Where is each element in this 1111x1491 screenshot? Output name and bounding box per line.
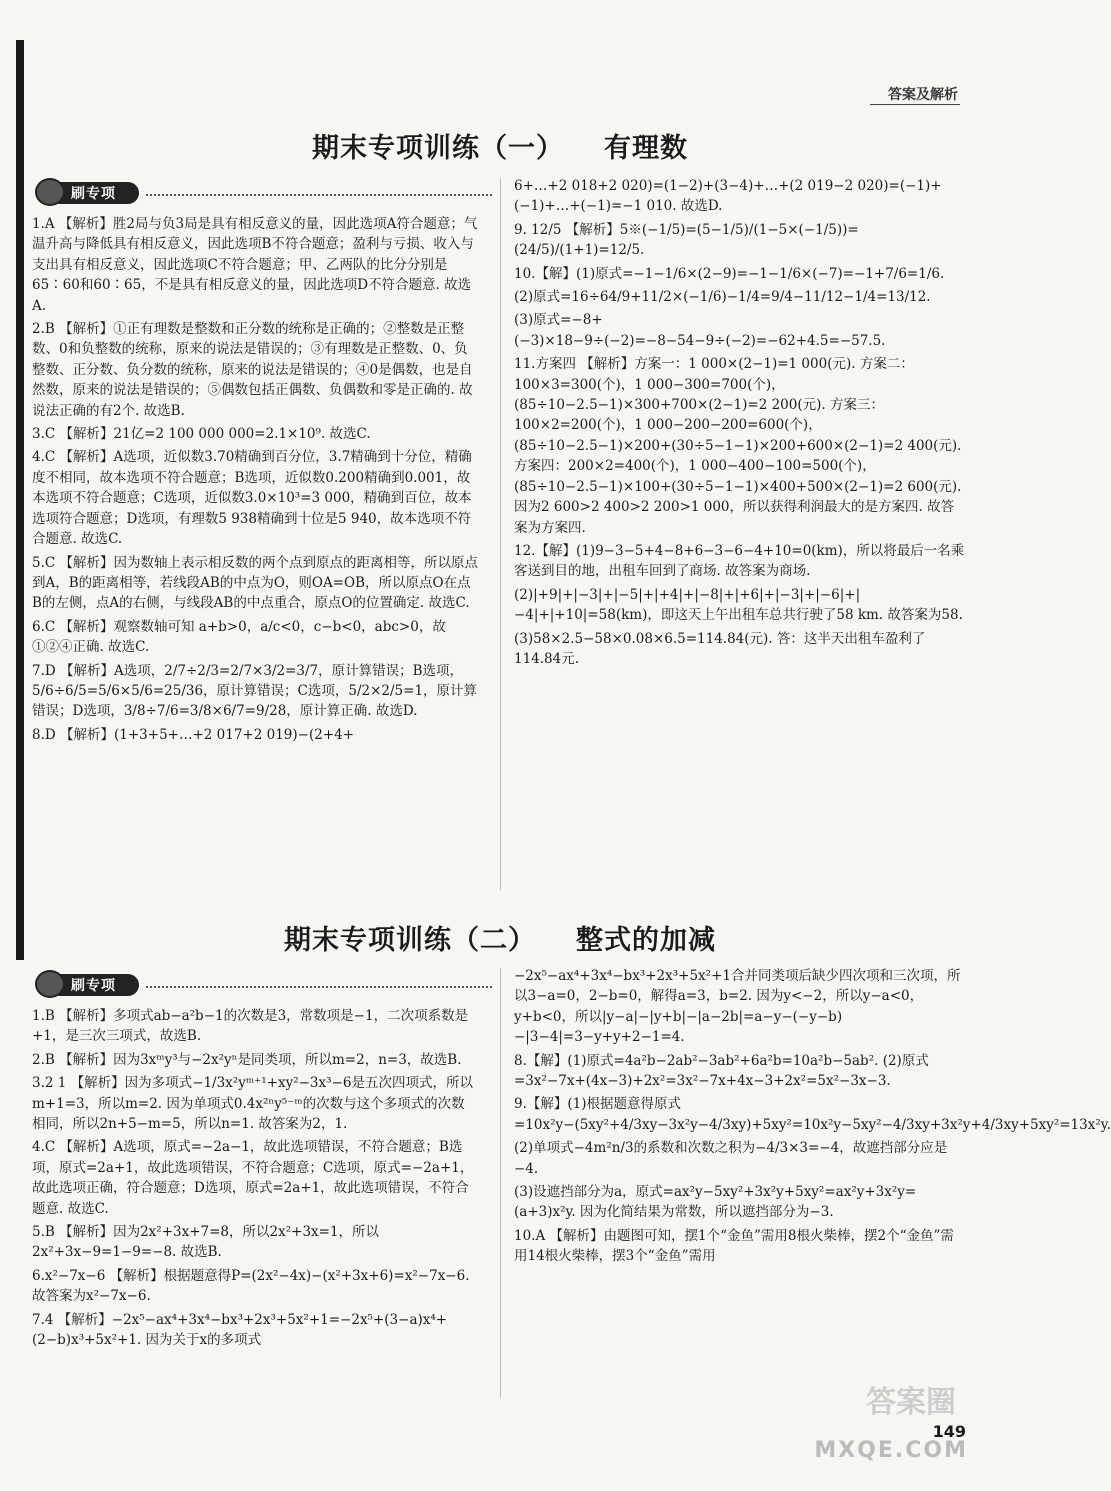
section2-title — [0, 918, 1000, 957]
header-rule — [870, 104, 960, 105]
pencil-icon — [35, 970, 65, 998]
answer-item: 1.B 【解析】多项式ab−a²b−1的次数是3，常数项是−1，二次项系数是+1，是三次三项式，故选B. — [32, 1008, 469, 1045]
answer-item: (3)原式=−8+(−3)×18−9÷(−2)=−8−54−9÷(−2)=−62+4.5=−57.5. — [514, 312, 886, 349]
page-number: 149 — [932, 1422, 966, 1441]
section2-badge-rule — [146, 986, 492, 988]
section1-badge-rule — [146, 194, 492, 196]
pencil-icon — [35, 178, 65, 206]
section1-title-b: 有理数 — [604, 133, 688, 164]
answer-item: 5.C 【解析】因为数轴上表示相反数的两个点到原点的距离相等，所以原点到A，B的距离相等，若线段AB的中点为O，则OA=OB，所以原点O在点B的左侧，点A的右侧，与线段AB的中点重合，原点O的位置确定. 故选C. — [32, 554, 479, 612]
answer-item: 1.A 【解析】胜2局与负3局是具有相反意义的量，因此选项A符合题意；气温升高与降低具有相反意义，因此选项B不符合题意；盈利与亏损、收入与支出具有相反意义，因此选项C不符合题意；甲、乙两队的比分分别是65∶60和60∶65，不是具有相反意义的量，因此选项D不符合题意. 故选A. — [32, 216, 478, 314]
answer-item: 5.B 【解析】因为2x²+3x+7=8，所以2x²+3x=1，所以2x²+3x−9=1−9=−8. 故选B. — [32, 1224, 380, 1261]
answer-item: −2x⁵−ax⁴+3x⁴−bx³+2x³+5x²+1合并同类项后缺少四次项和三次项，所以3−a=0，2−b=0，解得a=3，b=2. 因为y<−2，所以y−a<0，y+b<0，所以|y−a|−|y+b|−|a−2b|=a−y−(−y−b)−|3−4|=3−y+y+2−1=4. — [514, 968, 961, 1046]
answer-item: 10.【解】(1)原式=−1−1/6×(2−9)=−1−1/6×(−7)=−1+7/6=1/6. — [514, 265, 945, 282]
answer-item: 9.【解】(1)根据题意得原式=10x²y−(5xy²+4/3xy−3x²y−4/3xy)+5xy²=10x²y−5xy²−4/3xy+3x²y+4/3xy+5xy²=13x²y. — [514, 1096, 1111, 1133]
section2-right-column — [514, 966, 1111, 1270]
answer-item: (2)单项式−4m²n/3的系数和次数之积为−4/3×3=−4，故遮挡部分应是−4. — [514, 1140, 948, 1177]
answer-item: 11.方案四 【解析】方案一：1 000×(2−1)=1 000(元). 方案二：100×3=300(个)，1 000−300=700(个)，(85÷10−2.5−1)×300+700×(2−1)=2 200(元). 方案三：100×2=200(个)，1 000−200−200=600(个)，(85÷10−2.5−1)×200+(30÷5−1−1)×200+600×(2−1)=2 400(元). 方案四：200×2=400(个)，1 000−400−100=500(个)，(85÷10−2.5−1)×100+(30÷5−1−1)×400+500×(2−1)=2 600(元). 因为2 600>2 400>2 200>1 000，所以获得利润最大的是方案四. 故答案为方案四. — [514, 356, 962, 536]
header-label: 答案及解析 — [888, 87, 958, 103]
section1-badge-label: 刷专项 — [71, 186, 116, 202]
answer-item: 6.C 【解析】观察数轴可知 a+b>0，a/c<0，c−b<0，abc>0，故①②④正确. 故选C. — [32, 618, 446, 656]
section2-divider — [500, 968, 501, 1398]
answer-item: 7.D 【解析】A选项，2/7÷2/3=2/7×3/2=3/7，原计算错误；B选项，5/6÷6/5=5/6×5/6=25/36，原计算错误；C选项，5/2×2/5=1，原计算错误；D选项，3/8÷7/6=3/8×6/7=9/28，原计算正确. 故选D. — [32, 662, 478, 720]
answer-item: 6.x²−7x−6 【解析】根据题意得P=(2x²−4x)−(x²+3x+6)=x²−7x−6. 故答案为x²−7x−6. — [32, 1267, 470, 1305]
section2-title-b: 整式的加减 — [576, 925, 716, 956]
section1-divider — [500, 178, 501, 890]
section1-title — [0, 126, 1000, 165]
answer-item: (3)设遮挡部分为a，原式=ax²y−5xy²+3x²y+5xy²=ax²y+3x²y=(a+3)x²y. 因为化简结果为常数，所以遮挡部分为−3. — [514, 1184, 917, 1221]
answer-item: 6+…+2 018+2 020)=(1−2)+(3−4)+…+(2 019−2 020)=(−1)+(−1)+…+(−1)=−1 010. 故选D. — [514, 178, 942, 215]
page-spine-bar — [16, 40, 24, 960]
section2-badge-label: 刷专项 — [71, 978, 116, 994]
section1-title-a: 期末专项训练（一） — [312, 133, 564, 164]
section2-title-a: 期末专项训练（二） — [284, 925, 536, 956]
answer-item: 3.2 1 【解析】因为多项式−1/3x²yᵐ⁺¹+xy²−3x³−6是五次四项式，所以m+1=3，所以m=2. 因为单项式0.4x²ⁿy⁵⁻ᵐ的次数与这个多项式的次数相同，所以2n+5−m=5，所以n=1. 故答案为2，1. — [32, 1075, 473, 1133]
answer-item: 7.4 【解析】−2x⁵−ax⁴+3x⁴−bx³+2x³+5x²+1=−2x⁵+(3−a)x⁴+(2−b)x³+5x²+1. 因为关于x的多项式 — [32, 1311, 448, 1349]
section2-left-column — [32, 1006, 478, 1354]
answer-item: 10.A 【解析】由题图可知，摆1个“金鱼”需用8根火柴棒，摆2个“金鱼”需用14根火柴棒，摆3个“金鱼”需用 — [514, 1227, 954, 1265]
answer-item: 3.C 【解析】21亿=2 100 000 000=2.1×10⁹. 故选C. — [32, 426, 371, 443]
answer-item: 4.C 【解析】A选项，近似数3.70精确到百分位，3.7精确到十分位，精确度不相同，故本选项不符合题意；B选项，近似数0.200精确到0.001，故本选项不符合题意；C选项，近似数3.0×10³=3 000，精确到百位，故本选项符合题意；D选项，有理数5 938精确到十位是5 940，故本选项不符合题意. 故选C. — [32, 449, 472, 548]
watermark-bottom: MXQE.COM — [814, 1438, 968, 1463]
answer-item: 8.【解】(1)原式=4a²b−2ab²−3ab²+6a²b=10a²b−5ab². (2)原式=3x²−7x+(4x−3)+2x²=3x²−7x+4x−3+2x²=5x²−3x−3. — [514, 1052, 929, 1090]
answer-item: 8.D 【解析】(1+3+5+…+2 017+2 019)−(2+4+ — [32, 726, 355, 743]
section2-badge — [35, 970, 143, 998]
section1-left-column — [32, 214, 478, 748]
answer-item: (3)58×2.5−58×0.08×6.5=114.84(元). 答：这半天出租车盈利了114.84元. — [514, 630, 926, 667]
answer-item: 2.B 【解析】①正有理数是整数和正分数的统称是正确的；②整数是正整数、0和负整数的统称，原来的说法是错误的；③有理数是正整数、0、负整数、正分数、负分数的统称，原来的说法是错误的；④0是偶数，也是自然数，原来的说法是错误的；⑤偶数包括正偶数、负偶数和零是正确的. 故说法正确的有2个. 故选B. — [32, 321, 473, 419]
watermark-top: 答案圈 — [866, 1385, 956, 1420]
section1-right-column — [514, 176, 966, 672]
answer-item: 4.C 【解析】A选项，原式=−2a−1，故此选项错误，不符合题意；B选项，原式=2a+1，故此选项错误，不符合题意；C选项，原式=−2a+1，故此选项正确，符合题意；D选项，原式=2a+1，故此选项错误，不符合题意. 故选C. — [32, 1139, 474, 1217]
answer-item: 9. 12/5 【解析】5※(−1/5)=(5−1/5)/(1−5×(−1/5))=(24/5)/(1+1)=12/5. — [514, 221, 859, 259]
answer-item: (2)原式=16÷64/9+11/2×(−1/6)−1/4=9/4−11/12−1/4=13/12. — [514, 289, 931, 306]
answer-item: 2.B 【解析】因为3xᵐy³与−2x²yⁿ是同类项，所以m=2，n=3，故选B. — [32, 1051, 462, 1068]
section1-badge — [35, 178, 143, 206]
answer-item: (2)|+9|+|−3|+|−5|+|+4|+|−8|+|+6|+|−3|+|−6|+|−4|+|+10|=58(km)，即这天上午出租车总共行驶了58 km. 故答案为58. — [514, 586, 963, 624]
answer-item: 12.【解】(1)9−3−5+4−8+6−3−6−4+10=0(km)，所以将最后一名乘客送到目的地，出租车回到了商场. 故答案为商场. — [514, 542, 965, 580]
